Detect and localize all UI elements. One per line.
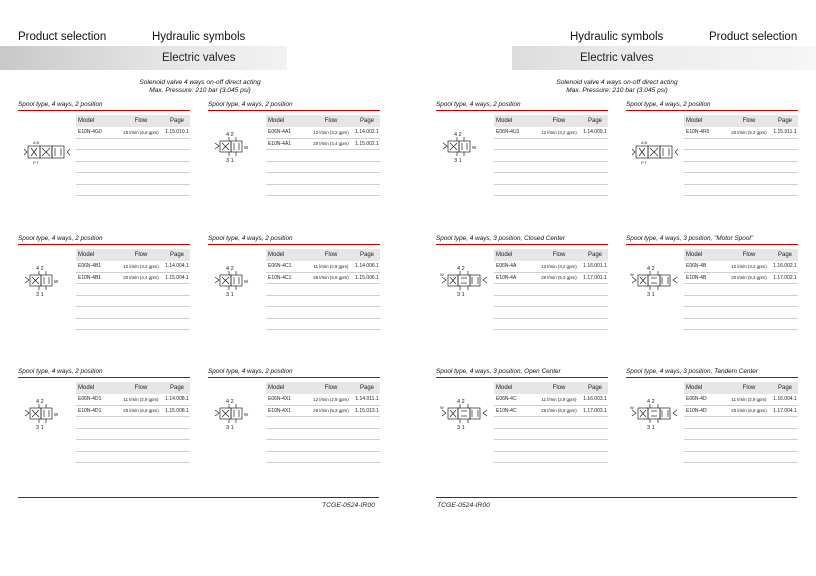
model-table — [76, 249, 190, 330]
model-table — [494, 115, 608, 196]
header-page: Page — [587, 252, 602, 258]
table-row — [76, 150, 190, 162]
svg-text:A B: A B — [641, 140, 648, 145]
table-row — [684, 429, 798, 441]
table-row — [76, 284, 190, 296]
table-header — [684, 249, 798, 261]
table-row — [494, 284, 608, 296]
svg-text:W: W — [54, 412, 59, 417]
valve-symbol-icon — [212, 397, 252, 436]
table-row — [266, 127, 380, 139]
table-row — [76, 429, 190, 441]
svg-text:3 1: 3 1 — [454, 158, 462, 164]
table-row — [494, 319, 608, 331]
header-flow: Flow — [742, 118, 756, 124]
valve-symbol-icon — [212, 264, 252, 303]
table-row — [684, 139, 798, 151]
table-row — [266, 429, 380, 441]
left-subtitle-line1: Solenoid valve 4 ways on-off direct acting — [139, 79, 261, 86]
table-row — [494, 162, 608, 174]
cell-model: E10N-4X1 — [268, 407, 292, 414]
section-title: Spool type, 4 ways, 3 position, Tandem Center — [626, 368, 758, 375]
header-page: Page — [359, 118, 374, 124]
svg-text:3 1: 3 1 — [457, 292, 465, 298]
header-model: Model — [686, 252, 703, 258]
valve-symbol-icon — [630, 264, 680, 303]
section-title: Spool type, 4 ways, 2 position — [208, 368, 293, 375]
table-row — [684, 261, 798, 273]
section-rule — [626, 377, 798, 378]
right-hydraulic-symbols: Hydraulic symbols — [570, 31, 664, 43]
svg-text:3 1: 3 1 — [36, 425, 44, 431]
svg-text:4 2: 4 2 — [226, 266, 234, 272]
svg-text:3 1: 3 1 — [226, 158, 234, 164]
header-page: Page — [169, 118, 184, 124]
svg-text:3 1: 3 1 — [226, 292, 234, 298]
cell-model: E06N-4D1 — [78, 396, 102, 403]
svg-text:4 2: 4 2 — [226, 399, 234, 405]
header-flow: Flow — [742, 252, 756, 258]
cell-model: E06N-4A — [496, 263, 517, 270]
valve-symbol-icon — [440, 397, 490, 436]
cell-flow: 25 l/min (6,6 gpm) — [123, 129, 159, 135]
section-rule — [18, 244, 190, 245]
section-rule — [436, 110, 608, 111]
table-row — [684, 417, 798, 429]
header-flow: Flow — [742, 385, 756, 391]
right-band-title: Electric valves — [580, 52, 654, 64]
table-row — [76, 394, 190, 406]
table-row — [684, 284, 798, 296]
cell-flow: 25 l/min (6,6 gpm) — [123, 408, 159, 414]
model-table — [266, 249, 380, 330]
section-rule — [18, 377, 190, 378]
table-row — [76, 307, 190, 319]
table-row — [76, 273, 190, 285]
cell-page: 1.15.010.1 — [165, 129, 189, 136]
left-band-title: Electric valves — [162, 52, 236, 64]
cell-model: E10N-4C — [496, 407, 517, 414]
svg-text:4 2: 4 2 — [36, 266, 44, 272]
right-subtitle-line2: Max. Pressure: 210 bar (3.045 psi) — [566, 87, 668, 94]
cell-flow: 12 l/min (2,9 gpm) — [313, 396, 349, 402]
table-row — [494, 150, 608, 162]
model-table — [494, 382, 608, 463]
section-rule — [208, 377, 380, 378]
table-row — [684, 127, 798, 139]
svg-text:4 2: 4 2 — [457, 266, 465, 272]
table-row — [494, 307, 608, 319]
table-row — [266, 452, 380, 464]
section-title: Spool type, 4 ways, 2 position — [18, 368, 103, 375]
section-rule — [626, 244, 798, 245]
table-row — [266, 406, 380, 418]
cell-page: 1.15.002.1 — [355, 140, 379, 147]
table-row — [76, 162, 190, 174]
cell-model: E10N-4R0 — [686, 129, 710, 136]
valve-symbol-icon — [212, 130, 252, 169]
section-title: Spool type, 4 ways, 2 position — [208, 101, 293, 108]
section-title: Spool type, 4 ways, 2 position — [18, 235, 103, 242]
model-table — [266, 115, 380, 196]
table-row — [76, 452, 190, 464]
header-model: Model — [268, 118, 285, 124]
table-header — [494, 382, 608, 394]
header-page: Page — [359, 385, 374, 391]
table-row — [494, 139, 608, 151]
right-subtitle — [517, 79, 717, 95]
header-flow: Flow — [552, 252, 566, 258]
table-row — [684, 452, 798, 464]
left-footer-code: TCGE-0524-IR00 — [322, 502, 375, 509]
table-header — [266, 115, 380, 127]
svg-text:W: W — [244, 145, 249, 150]
table-row — [684, 173, 798, 185]
left-hydraulic-symbols: Hydraulic symbols — [152, 31, 246, 43]
model-table — [494, 249, 608, 330]
cell-flow: 11 l/min (2,9 gpm) — [541, 396, 577, 402]
cell-model: E06N-4D — [686, 396, 707, 403]
right-footer-code: TCGE-0524-IR00 — [437, 502, 490, 509]
cell-model: E10N-4C1 — [268, 274, 292, 281]
cell-page: 1.17.003.1 — [583, 407, 607, 414]
svg-text:4 2: 4 2 — [226, 132, 234, 138]
section-title: Spool type, 4 ways, 3 position, "Motor Spool" — [626, 235, 754, 242]
table-header — [684, 115, 798, 127]
table-row — [494, 406, 608, 418]
valve-symbol-icon — [440, 130, 480, 169]
header-model: Model — [686, 118, 703, 124]
table-row — [76, 139, 190, 151]
cell-flow: 20 l/min (4,4 gpm) — [123, 275, 159, 281]
svg-text:W: W — [630, 272, 634, 277]
left-footer-line — [18, 497, 379, 498]
table-header — [494, 249, 608, 261]
left-subtitle — [100, 79, 300, 95]
header-model: Model — [496, 385, 513, 391]
cell-page: 1.16.004.1 — [773, 396, 797, 403]
section-rule — [436, 244, 608, 245]
cell-model: E10N-4G0 — [78, 129, 102, 136]
table-row — [494, 394, 608, 406]
cell-model: E06N-4B — [686, 263, 707, 270]
cell-flow: 20 l/min (5,3 gpm) — [731, 275, 767, 281]
right-subtitle-line1: Solenoid valve 4 ways on-off direct acting — [556, 79, 678, 86]
cell-flow: 12 l/min (3,2 gpm) — [541, 263, 577, 269]
table-header — [266, 249, 380, 261]
model-table — [76, 115, 190, 196]
header-page: Page — [169, 252, 184, 258]
table-row — [494, 296, 608, 308]
table-header — [76, 249, 190, 261]
table-row — [494, 429, 608, 441]
cell-flow: 20 l/min (5,3 gpm) — [541, 275, 577, 281]
table-row — [76, 261, 190, 273]
cell-flow: 25 l/min (6,6 gpm) — [731, 408, 767, 414]
table-row — [684, 185, 798, 197]
header-model: Model — [268, 252, 285, 258]
table-row — [266, 173, 380, 185]
table-row — [494, 417, 608, 429]
right-product-selection: Product selection — [709, 31, 798, 43]
table-row — [266, 162, 380, 174]
table-row — [266, 417, 380, 429]
header-model: Model — [268, 385, 285, 391]
table-row — [684, 150, 798, 162]
header-model: Model — [686, 385, 703, 391]
cell-page: 1.16.003.1 — [583, 396, 607, 403]
left-subtitle-line2: Max. Pressure: 210 bar (3.045 psi) — [149, 87, 251, 94]
table-row — [76, 440, 190, 452]
cell-page: 1.14.006.1 — [355, 263, 379, 270]
header-page: Page — [777, 118, 792, 124]
model-table — [684, 382, 798, 463]
table-row — [494, 173, 608, 185]
section-title: Spool type, 4 ways, 3 position, Open Center — [436, 368, 561, 375]
header-page: Page — [169, 385, 184, 391]
svg-text:3 1: 3 1 — [226, 425, 234, 431]
valve-symbol-icon — [440, 264, 490, 303]
table-row — [76, 417, 190, 429]
header-flow: Flow — [134, 252, 148, 258]
cell-model: E10N-4A1 — [268, 140, 292, 147]
table-row — [266, 185, 380, 197]
cell-flow: 25 l/min (6,6 gpm) — [541, 408, 577, 414]
cell-model: E06N-4A1 — [268, 129, 292, 136]
svg-text:W: W — [440, 272, 444, 277]
table-row — [684, 319, 798, 331]
cell-model: E06N-4C1 — [268, 263, 292, 270]
cell-model: E10N-4D1 — [78, 407, 102, 414]
cell-model: E06N-4U1 — [496, 129, 520, 136]
svg-text:W: W — [244, 279, 249, 284]
table-row — [76, 296, 190, 308]
cell-model: E10N-4A — [496, 274, 517, 281]
model-table — [684, 115, 798, 196]
header-flow: Flow — [134, 118, 148, 124]
table-row — [684, 394, 798, 406]
cell-page: 1.14.002.1 — [355, 129, 379, 136]
header-page: Page — [359, 252, 374, 258]
left-product-selection: Product selection — [18, 31, 107, 43]
section-title: Spool type, 4 ways, 2 position — [208, 235, 293, 242]
cell-flow: 11 l/min (2,9 gpm) — [313, 263, 349, 269]
header-model: Model — [78, 252, 95, 258]
table-row — [76, 319, 190, 331]
svg-text:4 2: 4 2 — [36, 399, 44, 405]
svg-text:P T: P T — [641, 160, 648, 165]
section-rule — [626, 110, 798, 111]
cell-model: E10N-4B — [686, 274, 707, 281]
header-flow: Flow — [324, 252, 338, 258]
table-row — [266, 307, 380, 319]
cell-flow: 20 l/min (5,3 gpm) — [313, 408, 349, 414]
cell-flow: 12 l/min (3,2 gpm) — [313, 129, 349, 135]
header-flow: Flow — [324, 385, 338, 391]
section-title: Spool type, 4 ways, 2 position — [18, 101, 103, 108]
cell-page: 1.15.011.1 — [773, 129, 797, 136]
left-band — [0, 46, 287, 70]
cell-flow: 12 l/min (3,2 gpm) — [731, 263, 767, 269]
model-table — [684, 249, 798, 330]
cell-page: 1.15.004.1 — [165, 274, 189, 281]
table-header — [494, 115, 608, 127]
table-row — [266, 296, 380, 308]
cell-model: E06N-4B1 — [78, 263, 102, 270]
table-row — [266, 273, 380, 285]
svg-text:3 1: 3 1 — [647, 292, 655, 298]
section-title: Spool type, 4 ways, 2 position — [626, 101, 711, 108]
cell-page: 1.15.006.1 — [355, 274, 379, 281]
table-header — [684, 382, 798, 394]
cell-page: 1.15.013.1 — [355, 407, 379, 414]
table-row — [684, 162, 798, 174]
table-row — [266, 150, 380, 162]
cell-page: 1.14.011.1 — [355, 396, 379, 403]
header-flow: Flow — [324, 118, 338, 124]
section-rule — [436, 377, 608, 378]
header-model: Model — [496, 118, 513, 124]
header-model: Model — [78, 385, 95, 391]
table-row — [76, 173, 190, 185]
cell-page: 1.14.009.1 — [583, 129, 607, 136]
table-row — [266, 319, 380, 331]
section-rule — [208, 110, 380, 111]
cell-page: 1.14.004.1 — [165, 263, 189, 270]
table-row — [76, 127, 190, 139]
svg-text:W: W — [440, 405, 444, 410]
cell-flow: 20 l/min (5,3 gpm) — [731, 129, 767, 135]
svg-text:4 2: 4 2 — [457, 399, 465, 405]
table-row — [494, 185, 608, 197]
header-page: Page — [777, 252, 792, 258]
header-model: Model — [496, 252, 513, 258]
table-row — [266, 139, 380, 151]
cell-flow: 11 l/min (2,9 gpm) — [731, 396, 767, 402]
section-rule — [208, 244, 380, 245]
cell-flow: 12 l/min (3,2 gpm) — [541, 129, 577, 135]
table-row — [494, 127, 608, 139]
header-flow: Flow — [552, 385, 566, 391]
section-rule — [18, 110, 190, 111]
header-flow: Flow — [552, 118, 566, 124]
table-header — [266, 382, 380, 394]
table-row — [494, 440, 608, 452]
header-page: Page — [777, 385, 792, 391]
svg-text:A B: A B — [33, 140, 40, 145]
table-row — [76, 406, 190, 418]
table-row — [684, 273, 798, 285]
right-footer-line — [436, 497, 797, 498]
valve-symbol-icon — [22, 264, 62, 303]
table-row — [494, 273, 608, 285]
svg-text:3 1: 3 1 — [647, 425, 655, 431]
cell-page: 1.17.004.1 — [773, 407, 797, 414]
cell-page: 1.17.002.1 — [773, 274, 797, 281]
table-row — [684, 307, 798, 319]
header-model: Model — [78, 118, 95, 124]
table-row — [494, 452, 608, 464]
valve-symbol-icon — [22, 138, 72, 171]
table-row — [494, 261, 608, 273]
svg-text:P T: P T — [33, 160, 40, 165]
svg-text:4 2: 4 2 — [647, 266, 655, 272]
table-row — [266, 284, 380, 296]
valve-symbol-icon — [630, 397, 680, 436]
header-flow: Flow — [134, 385, 148, 391]
header-page: Page — [587, 118, 602, 124]
valve-symbol-icon — [630, 138, 680, 171]
svg-text:4 2: 4 2 — [647, 399, 655, 405]
table-header — [76, 115, 190, 127]
table-header — [76, 382, 190, 394]
valve-symbol-icon — [22, 397, 62, 436]
table-row — [266, 440, 380, 452]
cell-page: 1.15.008.1 — [165, 407, 189, 414]
model-table — [266, 382, 380, 463]
svg-text:3 1: 3 1 — [36, 292, 44, 298]
section-title: Spool type, 4 ways, 3 position, Closed Center — [436, 235, 565, 242]
cell-flow: 11 l/min (2,9 gpm) — [123, 396, 159, 402]
cell-model: E06N-4X1 — [268, 396, 292, 403]
header-page: Page — [587, 385, 602, 391]
svg-text:W: W — [472, 145, 477, 150]
table-row — [76, 185, 190, 197]
cell-page: 1.16.002.1 — [773, 263, 797, 270]
cell-model: E10N-4B1 — [78, 274, 102, 281]
cell-page: 1.17.001.1 — [583, 274, 607, 281]
cell-page: 1.14.008.1 — [165, 396, 189, 403]
table-row — [684, 406, 798, 418]
right-band — [512, 46, 816, 70]
svg-text:W: W — [630, 405, 634, 410]
model-table — [76, 382, 190, 463]
table-row — [266, 261, 380, 273]
cell-model: E06N-4C — [496, 396, 517, 403]
cell-page: 1.16.001.1 — [583, 263, 607, 270]
cell-model: E10N-4D — [686, 407, 707, 414]
cell-flow: 12 l/min (3,2 gpm) — [123, 263, 159, 269]
cell-flow: 25 l/min (6,6 gpm) — [313, 275, 349, 281]
svg-text:3 1: 3 1 — [457, 425, 465, 431]
table-row — [684, 296, 798, 308]
table-row — [684, 440, 798, 452]
svg-text:4 2: 4 2 — [454, 132, 462, 138]
cell-flow: 20 l/min (4,4 gpm) — [313, 141, 349, 147]
section-title: Spool type, 4 ways, 2 position — [436, 101, 521, 108]
svg-text:W: W — [54, 279, 59, 284]
table-row — [266, 394, 380, 406]
svg-text:W: W — [244, 412, 249, 417]
